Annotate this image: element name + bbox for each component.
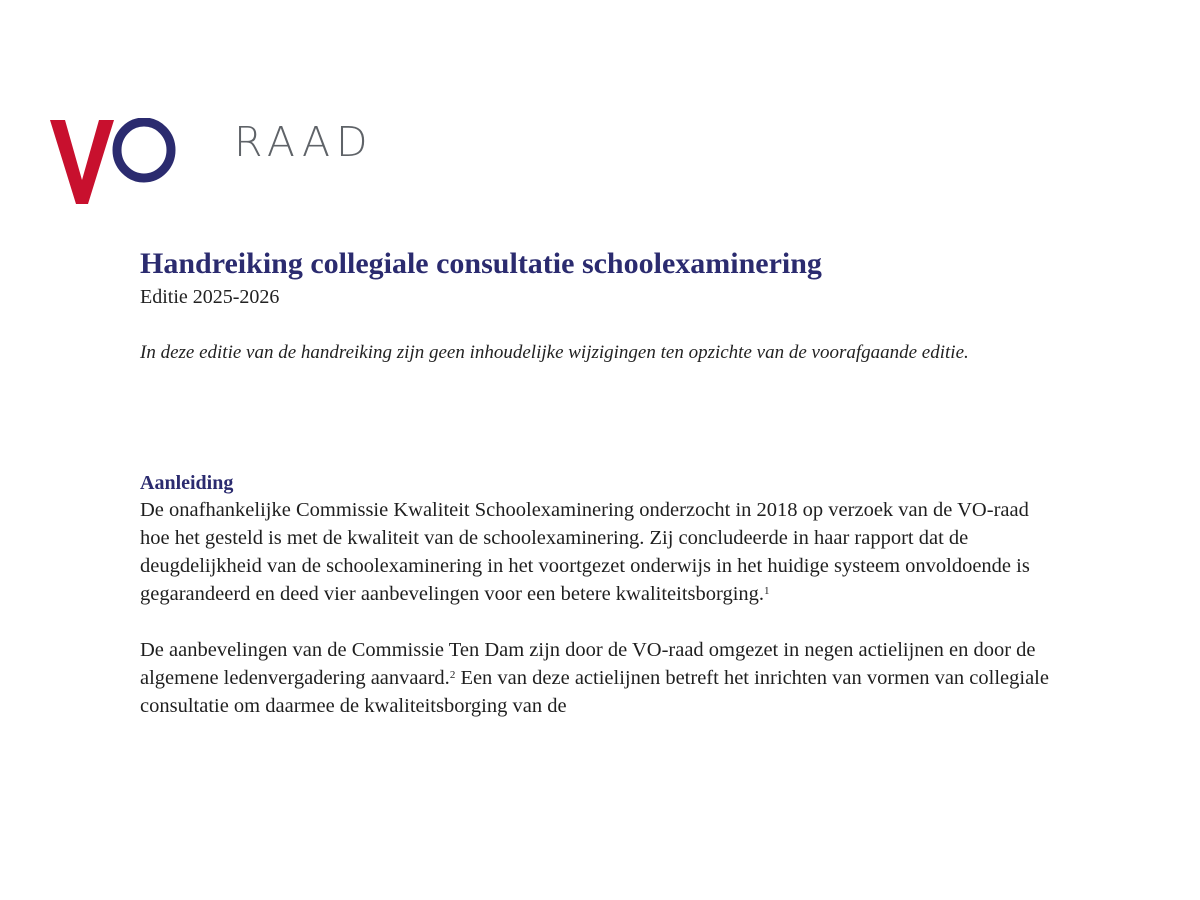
logo-raad-text: RAAD: [234, 118, 374, 166]
document-edition: Editie 2025-2026: [140, 286, 280, 308]
vo-logo-mark: [50, 118, 230, 210]
logo-v-letter: [50, 120, 114, 204]
edition-note: In deze editie van de handreiking zijn geen inhoudelijke wijzigingen ten opzichte van de voorafgaande editie.: [140, 342, 969, 363]
paragraph-1-text: De onafhankelijke Commissie Kwaliteit Schoolexaminering onderzocht in 2018 op verzoek van de VO-raad hoe het gesteld is met de kwaliteit van de schoolexaminering. Zij concludeerde in haar rapport dat de deugdelijkheid van de schoolexaminering in het voortgezet onderwijs in het huidige systeem onvoldoende is gegarandeerd en deed vier aanbevelingen voor een betere kwaliteitsborging.: [140, 499, 1030, 605]
paragraph-2: [140, 636, 1060, 720]
footnote-ref-1[interactable]: 1: [764, 585, 770, 597]
logo-o-letter: [117, 122, 171, 178]
paragraph-1: [140, 496, 1060, 608]
footnote-ref-2[interactable]: 2: [449, 669, 456, 681]
document-title: Handreiking collegiale consultatie schoolexaminering: [140, 247, 822, 280]
document-body: [140, 244, 1060, 720]
paragraph-2-text-before: De aanbevelingen van de Commissie Ten Dam zijn door de VO-raad omgezet in negen actielijnen en door de algemene ledenvergadering aanvaard.: [140, 639, 1036, 689]
vo-raad-logo: [50, 118, 374, 210]
section-heading-aanleiding: Aanleiding: [140, 472, 234, 494]
paragraph-2-text-after: Een van deze actielijnen betreft het inrichten van vormen van collegiale consultatie om daarmee de kwaliteitsborging van de: [140, 667, 1049, 717]
